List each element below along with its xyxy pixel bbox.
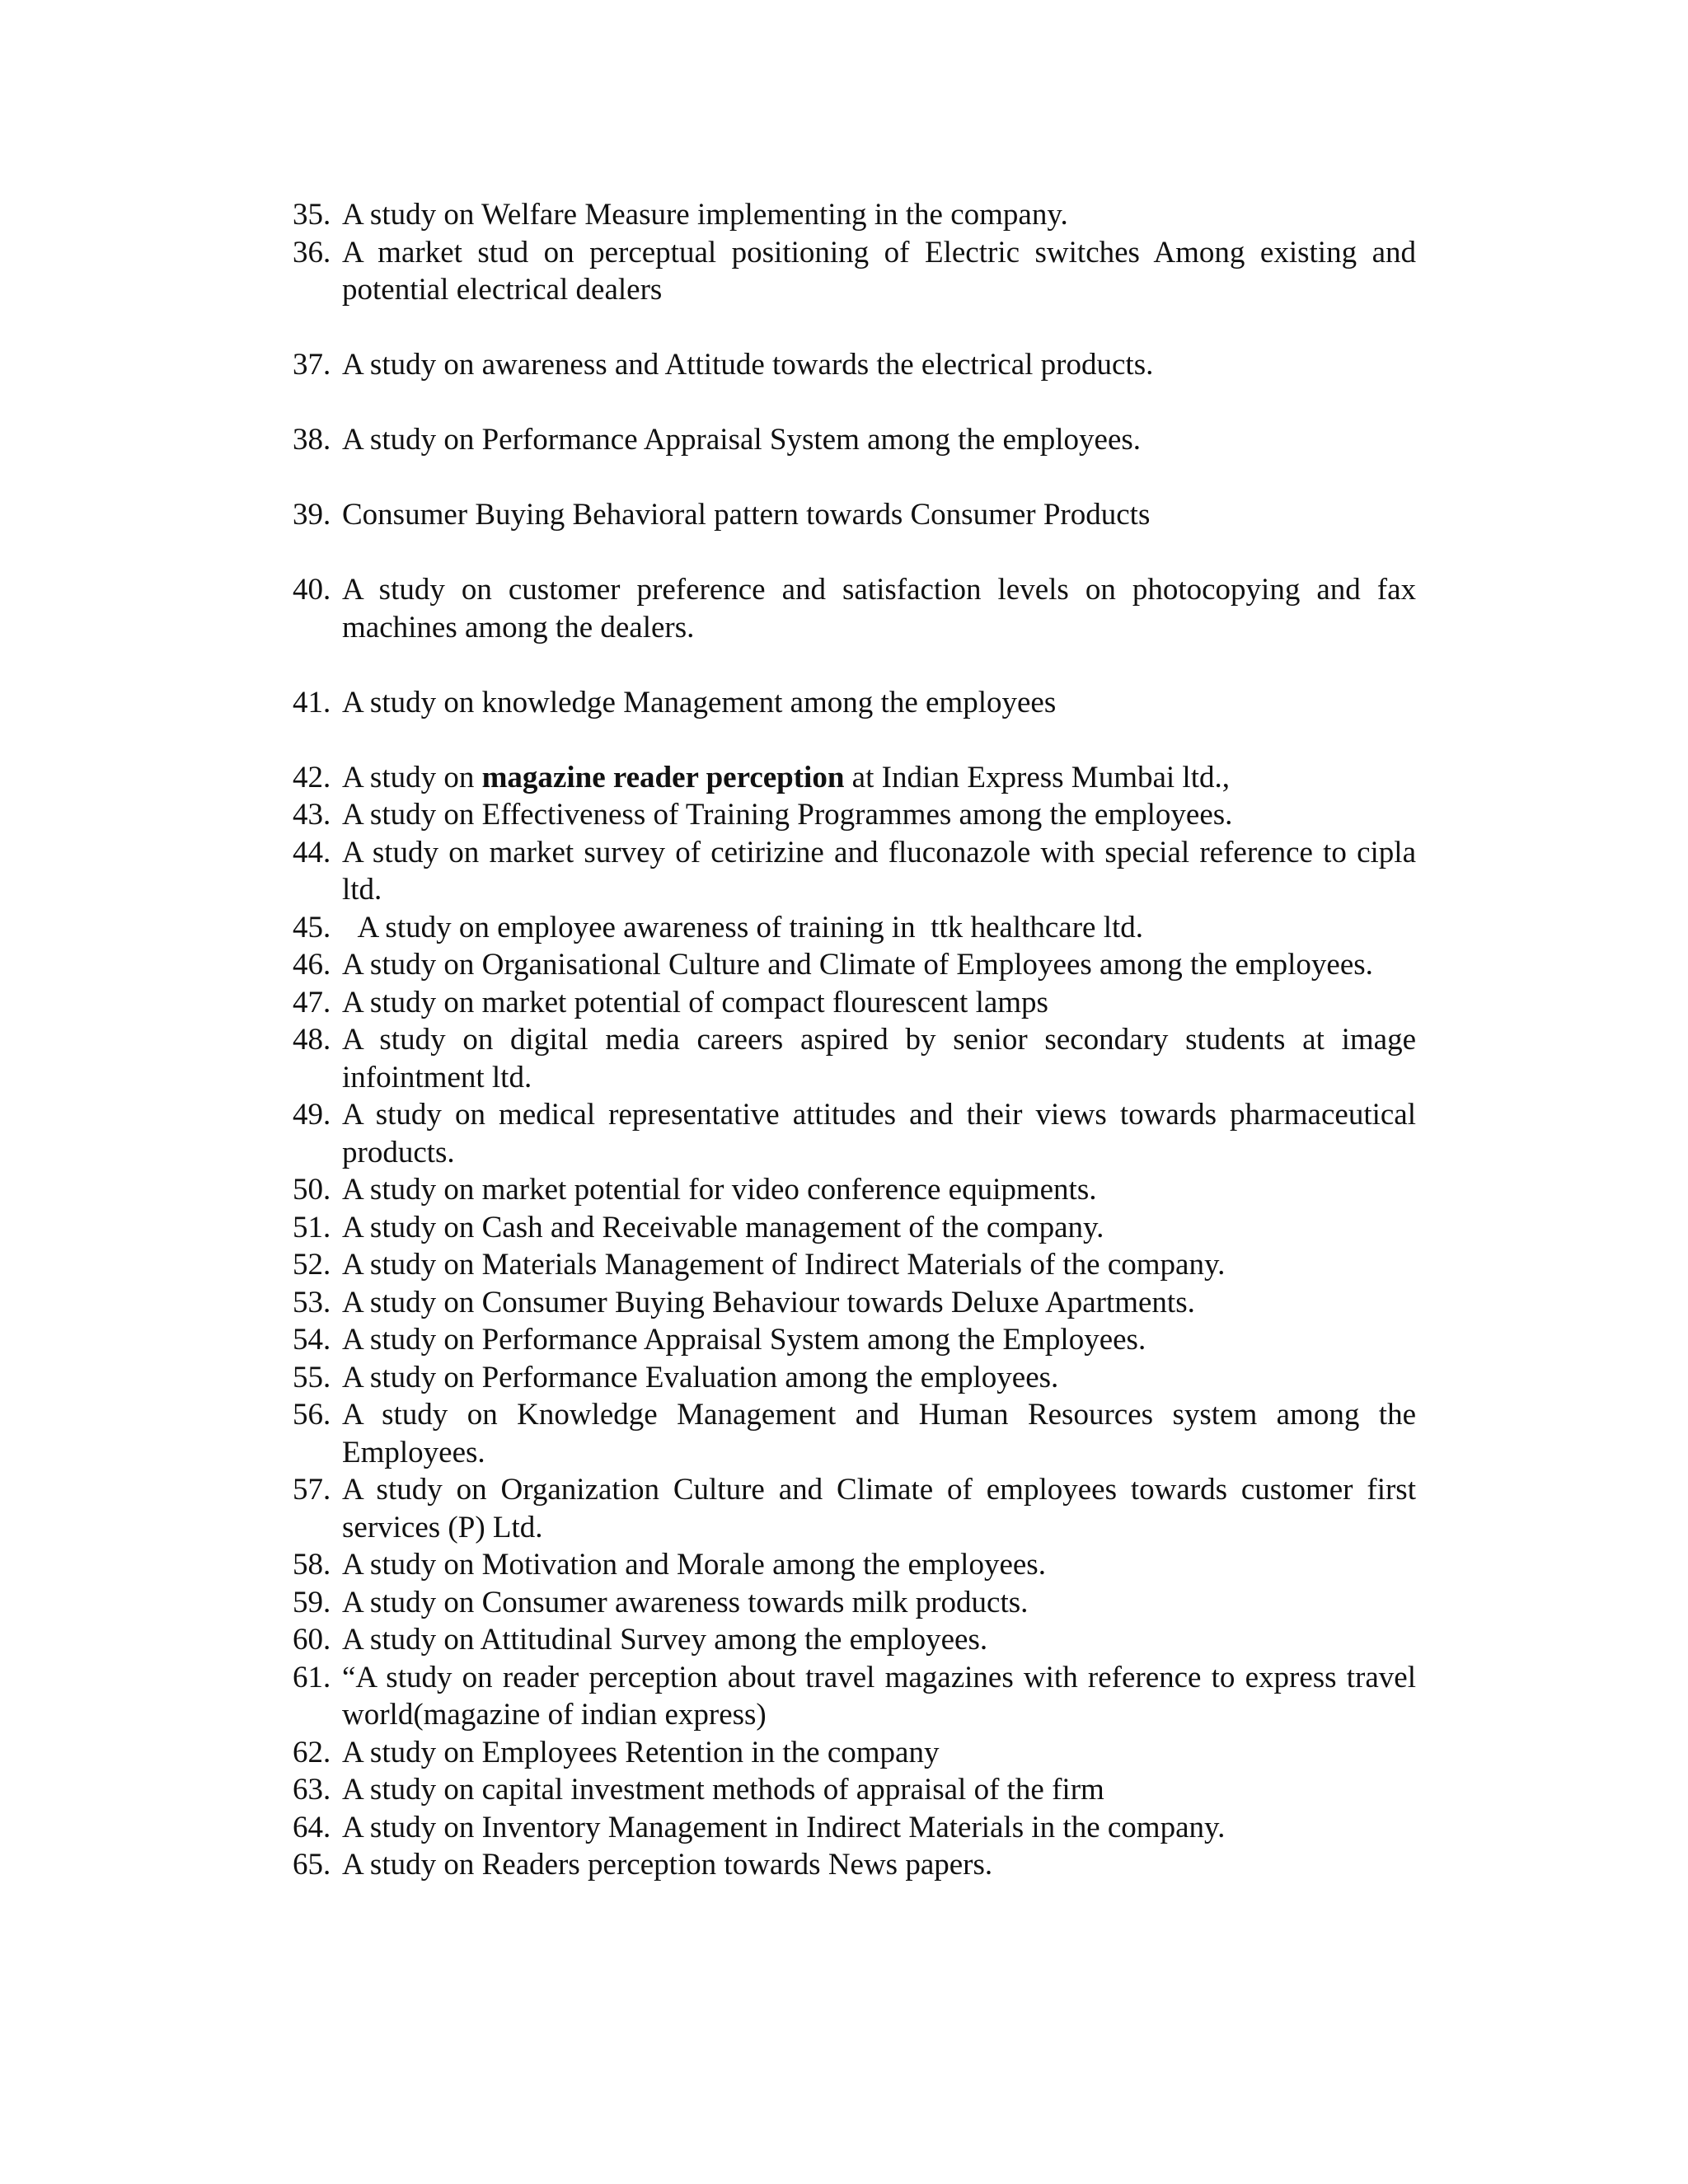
item-text: A study on Employees Retention in the company: [342, 1735, 940, 1769]
list-item-40: [293, 571, 1416, 646]
item-number: 65.: [293, 1848, 331, 1882]
list-item-37: [293, 346, 1416, 384]
study-topic-list: [293, 196, 1416, 1884]
item-text: A study on Attitudinal Survey among the employees.: [342, 1623, 988, 1657]
item-number: 43.: [293, 798, 331, 832]
item-text: A study on Performance Appraisal System among the Employees.: [342, 1323, 1146, 1357]
list-item-65: [293, 1846, 1416, 1884]
list-item-57: [293, 1471, 1416, 1546]
item-number: 38.: [293, 423, 331, 457]
list-item-61: [293, 1659, 1416, 1734]
list-item-55: [293, 1359, 1416, 1397]
item-text-pre: A study on: [342, 760, 482, 794]
list-item-43: [293, 796, 1416, 834]
item-number: 51.: [293, 1210, 331, 1244]
item-number: 59.: [293, 1585, 331, 1619]
item-number: 36.: [293, 235, 331, 269]
list-item-58: [293, 1546, 1416, 1584]
item-text: A study on Readers perception towards News papers.: [342, 1848, 993, 1882]
list-item-53: [293, 1284, 1416, 1322]
item-text: A study on Consumer Buying Behaviour towards Deluxe Apartments.: [342, 1285, 1195, 1319]
list-item-49: [293, 1096, 1416, 1171]
list-item-54: [293, 1321, 1416, 1359]
item-number: 54.: [293, 1323, 331, 1357]
list-item-35: [293, 196, 1416, 234]
item-text: A study on Welfare Measure implementing in the company.: [342, 198, 1068, 232]
item-text: A study on Cash and Receivable management of the company.: [342, 1210, 1104, 1244]
item-number: 42.: [293, 760, 331, 794]
list-item-47: [293, 984, 1416, 1022]
list-item-45: [293, 909, 1416, 947]
list-item-62: [293, 1734, 1416, 1772]
list-item-36: [293, 234, 1416, 309]
item-number: 61.: [293, 1660, 331, 1694]
item-text: A study on medical representative attitudes and their views towards pharmaceutical products.: [342, 1098, 1416, 1169]
item-number: 62.: [293, 1735, 331, 1769]
list-item-46: [293, 946, 1416, 984]
item-number: 64.: [293, 1810, 331, 1844]
item-number: 52.: [293, 1248, 331, 1282]
item-number: 35.: [293, 198, 331, 232]
item-text-post: at Indian Express Mumbai ltd.,: [844, 760, 1230, 794]
item-number: 44.: [293, 835, 331, 869]
list-item-38: [293, 421, 1416, 459]
item-number: 55.: [293, 1360, 331, 1394]
list-item-48: [293, 1021, 1416, 1096]
item-number: 56.: [293, 1398, 331, 1432]
item-text: A study on Materials Management of Indirect Materials of the company.: [342, 1248, 1226, 1282]
item-text: A market stud on perceptual positioning of Electric switches Among existing and potential electrical dealers: [342, 235, 1416, 307]
item-text: A study on awareness and Attitude towards the electrical products.: [342, 348, 1154, 382]
list-item-63: [293, 1771, 1416, 1809]
item-number: 63.: [293, 1773, 331, 1807]
item-text: A study on Organization Culture and Climate of employees towards customer first services (P) Ltd.: [342, 1473, 1416, 1544]
item-text: A study on Knowledge Management and Human Resources system among the Employees.: [342, 1398, 1416, 1469]
item-text: [342, 761, 1230, 794]
list-item-42: [293, 759, 1416, 797]
item-number: 45.: [293, 910, 331, 944]
item-number: 50.: [293, 1173, 331, 1207]
list-item-50: [293, 1171, 1416, 1209]
item-number: 40.: [293, 573, 331, 607]
item-text: A study on Inventory Management in Indirect Materials in the company.: [342, 1810, 1226, 1844]
item-text-bold: magazine reader perception: [481, 760, 845, 794]
item-text: “A study on reader perception about travel magazines with reference to express travel world(magazine of indian express): [342, 1660, 1416, 1732]
item-number: 47.: [293, 985, 331, 1019]
item-number: 48.: [293, 1023, 331, 1057]
item-text: A study on market survey of cetirizine and fluconazole with special reference to cipla ltd.: [342, 835, 1416, 907]
item-number: 39.: [293, 498, 331, 532]
item-text: A study on digital media careers aspired by senior secondary students at image infointment ltd.: [342, 1023, 1416, 1094]
list-item-44: [293, 834, 1416, 909]
item-number: 60.: [293, 1623, 331, 1657]
item-text: A study on market potential for video conference equipments.: [342, 1173, 1097, 1207]
list-item-41: [293, 684, 1416, 722]
item-text: A study on customer preference and satisfaction levels on photocopying and fax machines among the dealers.: [342, 573, 1416, 644]
list-item-56: [293, 1396, 1416, 1471]
list-item-52: [293, 1246, 1416, 1284]
item-text: A study on Motivation and Morale among the employees.: [342, 1548, 1046, 1582]
list-item-59: [293, 1584, 1416, 1622]
list-item-39: [293, 496, 1416, 534]
item-text: A study on knowledge Management among the employees: [342, 685, 1057, 719]
item-text: A study on market potential of compact flourescent lamps: [342, 985, 1048, 1019]
list-item-51: [293, 1209, 1416, 1247]
item-number: 46.: [293, 948, 331, 982]
item-number: 49.: [293, 1098, 331, 1132]
item-text: A study on Consumer awareness towards milk products.: [342, 1585, 1029, 1619]
list-item-64: [293, 1809, 1416, 1847]
item-number: 41.: [293, 685, 331, 719]
item-text: Consumer Buying Behavioral pattern towards Consumer Products: [342, 498, 1151, 532]
list-item-60: [293, 1621, 1416, 1659]
item-text: A study on Effectiveness of Training Programmes among the employees.: [342, 798, 1233, 832]
item-number: 37.: [293, 348, 331, 382]
item-text: A study on Performance Appraisal System among the employees.: [342, 423, 1142, 457]
item-text: A study on Organisational Culture and Climate of Employees among the employees.: [342, 948, 1373, 982]
item-number: 53.: [293, 1285, 331, 1319]
item-number: 57.: [293, 1473, 331, 1507]
item-text: A study on Performance Evaluation among the employees.: [342, 1360, 1059, 1394]
item-number: 58.: [293, 1548, 331, 1582]
item-text: A study on employee awareness of training in ttk healthcare ltd.: [342, 910, 1144, 944]
item-text: A study on capital investment methods of appraisal of the firm: [342, 1773, 1104, 1807]
